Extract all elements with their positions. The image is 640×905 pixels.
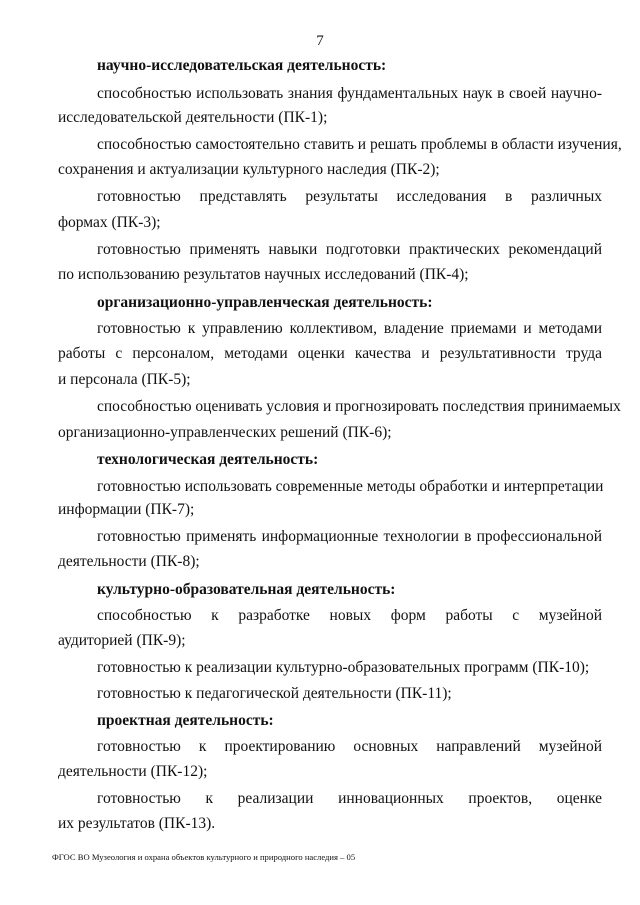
text-line: деятельности (ПК-12); — [58, 763, 208, 780]
text-line: готовностью к реализации инновационных проектов, оценке — [97, 790, 602, 807]
text-line: способностью к разработке новых форм работы с музейной — [97, 607, 602, 624]
text-line: и персонала (ПК-5); — [58, 371, 191, 388]
text-line: сохранения и актуализации культурного наследия (ПК-2); — [58, 161, 440, 178]
footer-text: ФГОС ВО Музеология и охрана объектов культурного и природного наследия – 05 — [52, 852, 356, 862]
text-line: способностью оценивать условия и прогнозировать последствия принимаемых — [97, 398, 621, 415]
section-heading-research: научно-исследовательская деятельность: — [97, 57, 387, 74]
text-line: деятельности (ПК-8); — [58, 553, 200, 570]
section-heading-technological: технологическая деятельность: — [97, 451, 319, 468]
text-line: организационно-управленческих решений (ПК-6); — [58, 424, 392, 441]
page-number: 7 — [316, 33, 324, 49]
text-line: готовностью к проектированию основных направлений музейной — [97, 738, 602, 755]
text-line: способностью самостоятельно ставить и решать проблемы в области изучения, — [97, 136, 622, 153]
text-line: готовностью использовать современные методы обработки и интерпретации — [97, 478, 604, 495]
section-heading-management: организационно-управленческая деятельность: — [97, 294, 433, 311]
text-line: готовностью представлять результаты исследования в различных — [97, 188, 602, 205]
text-line: способностью использовать знания фундаментальных наук в своей научно- — [97, 85, 602, 102]
text-line: готовностью к управлению коллективом, владение приемами и методами — [97, 320, 602, 337]
text-line: аудиторией (ПК-9); — [58, 632, 186, 649]
text-line: готовностью применять информационные технологии в профессиональной — [97, 528, 602, 545]
text-line: исследовательской деятельности (ПК-1); — [58, 109, 328, 126]
text-line: работы с персоналом, методами оценки качества и результативности труда — [58, 345, 602, 362]
text-line: готовностью к педагогической деятельности (ПК-11); — [97, 685, 452, 702]
text-line: информации (ПК-7); — [58, 501, 195, 518]
text-line: формах (ПК-3); — [58, 214, 161, 231]
text-line: готовностью применять навыки подготовки практических рекомендаций — [97, 241, 602, 258]
section-heading-cultural-educational: культурно-образовательная деятельность: — [97, 581, 396, 598]
text-line: готовностью к реализации культурно-образовательных программ (ПК-10); — [97, 659, 590, 676]
section-heading-project: проектная деятельность: — [97, 712, 274, 729]
text-line: по использованию результатов научных исследований (ПК-4); — [58, 266, 469, 283]
text-line: их результатов (ПК-13). — [58, 815, 216, 832]
